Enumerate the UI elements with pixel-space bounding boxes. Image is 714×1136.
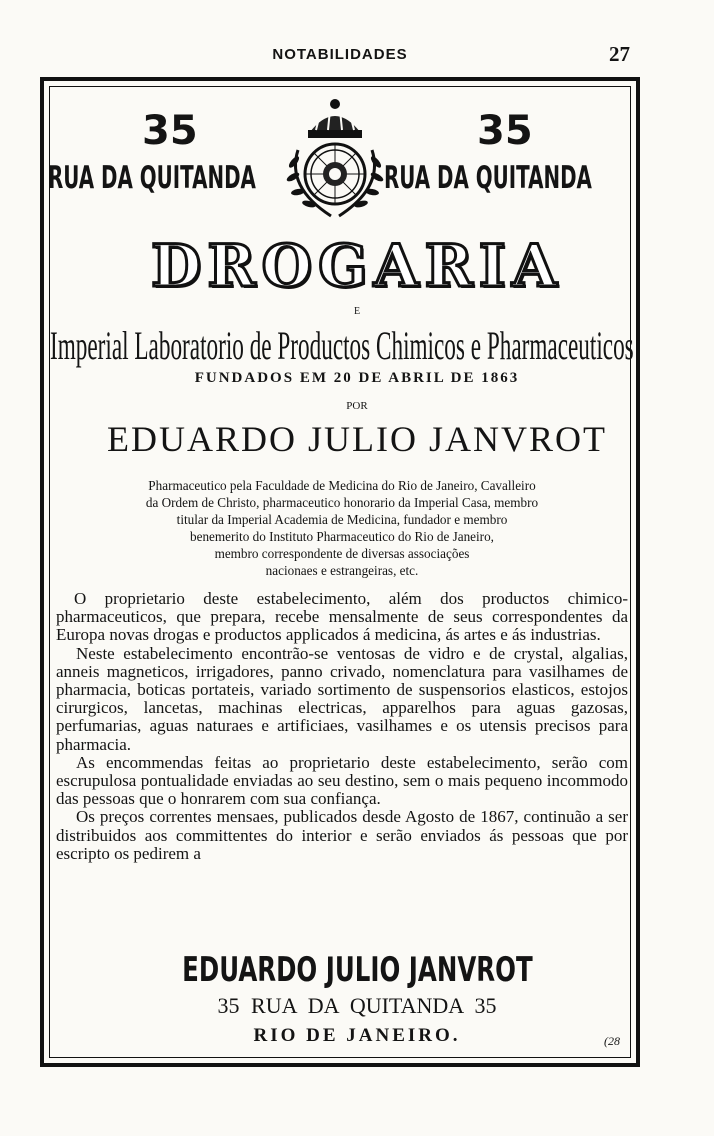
- credentials-line: titular da Imperial Academia de Medicina, fundador e membro: [176, 512, 508, 527]
- drogaria-heading: DROGARIA: [151, 232, 563, 300]
- conjunction-e: E: [353, 306, 361, 317]
- body-paragraph: Neste estabelecimento encontrão-se ventosas de vidro e de crystal, algalias, anneis magneticos, irrigadores, panno crivado, nomenclatura para vasilhames de pharmacia, boticas portateis, variado sortimento de suspensorios elasticos, estojos cirurgicos, lancetas, machinas electricas, apparelhos para aguas gazosas, perfumarias, aguas naturaes e artificiaes, vasilhames e os utensis precisos para pharmacia.: [56, 643, 628, 754]
- body-paragraph: O proprietario deste estabelecimento, além dos productos chimico-pharmaceuticos, que prepara, recebe mensalmente de seus correspondentes da Europa novas drogas e productos applicados á medicina, ás artes e ás industrias.: [56, 589, 628, 645]
- owner-name-bottom-text: EDUARDO JULIO JANVROT: [181, 950, 533, 990]
- credentials-line: Pharmaceutico pela Faculdade de Medicina do Rio de Janeiro, Cavalleiro: [148, 478, 536, 493]
- city-line: RIO DE JANEIRO.: [253, 1025, 461, 1046]
- credentials-line: nacionaes e estrangeiras, etc.: [265, 563, 419, 578]
- owner-name: EDUARDO JULIO JANVROT: [107, 419, 607, 459]
- body-paragraph: Os preços correntes mensaes, publicados desde Agosto de 1867, continuão a ser distribuidos aos committentes do interior e serão enviados ás pessoas que por escripto os pedirem a: [56, 807, 628, 863]
- address-line: 35 RUA DA QUITANDA 35: [217, 993, 497, 1018]
- page-number: 27: [609, 42, 630, 66]
- owner-credentials: [56, 477, 628, 579]
- imperial-crest-icon: [276, 92, 394, 222]
- credentials-line: membro correspondente de diversas associações: [214, 546, 470, 561]
- corner-mark: (28: [604, 1034, 620, 1048]
- page-header: [40, 40, 640, 70]
- credentials-line: da Ordem de Christo, pharmaceutico honorario da Imperial Casa, membro: [145, 495, 539, 510]
- founded-line: FUNDADOS EM 20 DE ABRIL DE 1863: [194, 370, 520, 386]
- laboratory-title: Imperial Laboratorio de Productos Chimicos e Pharmaceuticos: [50, 323, 634, 368]
- street-number-left: 35: [142, 108, 198, 154]
- running-title: NOTABILIDADES: [272, 46, 408, 63]
- street-number-right: 35: [477, 108, 533, 154]
- body-paragraph: As encommendas feitas ao proprietario deste estabelecimento, serão com escrupulosa pontualidade enviadas ao seu destino, sem o mais pequeno incommodo das pessoas que o honrarem com sua confiança.: [56, 752, 628, 809]
- credentials-line: benemerito do Instituto Pharmaceutico do Rio de Janeiro,: [190, 529, 494, 544]
- por-label: POR: [346, 400, 368, 412]
- street-name-right: RUA DA QUITANDA: [384, 160, 592, 196]
- owner-name-bottom: [0, 950, 714, 990]
- advert-body: [56, 590, 628, 863]
- street-name-left: RUA DA QUITANDA: [48, 160, 256, 196]
